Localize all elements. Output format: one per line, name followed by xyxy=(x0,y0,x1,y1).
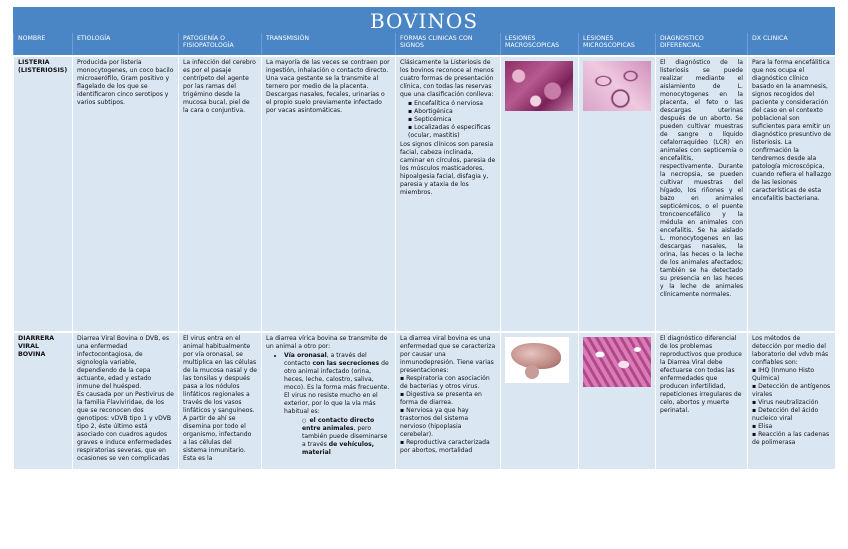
histology-image xyxy=(583,337,651,387)
table-row-diarrea xyxy=(14,332,836,469)
list-item: ▪ Virus neutralización xyxy=(752,399,832,407)
header-transmision: TRANSMISIÓN xyxy=(262,33,396,56)
list-item xyxy=(302,417,391,457)
sheet xyxy=(13,7,835,469)
cell-lesiones-micro xyxy=(579,332,656,469)
bold-text: con las secreciones xyxy=(312,360,380,367)
bold-text: el contacto directo entre animales xyxy=(302,417,375,432)
tissue-section-image xyxy=(505,61,573,111)
cell-formas-clinicas xyxy=(396,56,501,332)
cell-patogenia: La infección del cerebro es por el pasaje centrípeto del agente por las ramas del trigémino desde la mucosa bucal, piel de la cara o conjuntiva. xyxy=(179,56,262,332)
list-item: ▪ Detección del ácido nucleico viral xyxy=(752,407,832,423)
cell-formas-clinicas xyxy=(396,332,501,469)
formas-intro: Clásicamente la Listeriosis de los bovinos reconoce al menos cuatro formas de presentación clínica, con todas las reservas que una clasificación conlleva: xyxy=(400,59,494,98)
header-etiologia: ETIOLOGÍA xyxy=(73,33,179,56)
list-item: ▪ Nerviosa ya que hay trastornos del sistema nervioso (hipoplasia cerebelar). xyxy=(400,407,496,439)
cell-diagnostico: El diagnóstico diferencial de los problemas reproductivos que produce la Diarrea Viral debe efectuarse con todas las enfermedades que producen infertilidad, repeticiones irregulares de celo, abortos y muerte perinatal. xyxy=(656,332,748,469)
list-item: ▪ Abortigénica xyxy=(408,108,496,116)
list-item: ▪ Encefalítica ó nerviosa xyxy=(408,100,496,108)
list-item: ▪ Detección de antígenos virales xyxy=(752,383,832,399)
table-row-listeria xyxy=(14,56,836,332)
transmision-intro: La diarrea vírica bovina se transmite de un animal a otro por: xyxy=(266,335,388,350)
list-item: ▪ Elisa xyxy=(752,423,832,431)
cell-lesiones-macro xyxy=(501,56,579,332)
disease-table xyxy=(13,33,835,469)
cell-dx-clinica: Para la forma encefálitica que nos ocupa el diagnóstico clínico basado en la anamnesis, signos recogidos del paciente y consideración del caso en el contexto poblacional son suficientes para emitir un diagnóstico presuntivo de listeriosis. La confirmación la tendremos desde ala patología microscópica, cuando refiera el hallazgo de las lesiones características de esta encefalitis bacteriana. xyxy=(748,56,836,332)
dx-intro: Los métodos de detección por medio del laboratorio del vdvb más confiables son: xyxy=(752,335,829,366)
transmision-list xyxy=(266,352,391,457)
header-row xyxy=(14,33,836,56)
etiologia-part-1: Diarrea Viral Bovina o DVB, es una enfermedad infectocontagiosa, de signología variable, dependiendo de la cepa actuante, edad y estado inmune del huésped. xyxy=(77,335,170,390)
cell-lesiones-macro xyxy=(501,332,579,469)
formas-intro: La diarrea viral bovina es una enfermedad que se caracteriza por causar una inmunodepresión. Tiene varias presentaciones: xyxy=(400,335,496,374)
header-dx-clinica: DX CLINICA xyxy=(748,33,836,56)
transmision-sublist xyxy=(284,417,391,457)
cell-name: DIARRERA VIRAL BOVINA xyxy=(14,332,73,469)
header-diagnostico: DIAGNOSTICO DIFERENCIAL xyxy=(656,33,748,56)
header-formas-clinicas: FORMAS CLINICAS CON SIGNOS xyxy=(396,33,501,56)
list-item: ▪ Reacción a las cadenas de polimerasa xyxy=(752,431,832,447)
formas-outro: Los signos clínicos son paresia facial, cabeza inclinada, caminar en círculos, paresia de los músculos masticadores, hipoalgesia facial, disfagia y, paresia y ataxia de los miembros. xyxy=(400,141,496,196)
fetus-image xyxy=(505,337,569,383)
cell-etiologia: Producida por listeria monocytogenes, un coco bacilo microaerófilo, Gram positivo y flagelado de los que se identificaron cinco serotipos y varios subtipos. xyxy=(73,56,179,332)
list-item xyxy=(284,352,391,457)
bold-text: de vehículos, material xyxy=(302,441,375,456)
cell-name: LISTERIA (LISTERIOSIS) xyxy=(14,56,73,332)
text: de otro animal infectado (orina, heces, leche, calostro, saliva, moco). Es la forma más frecuente. El virus no resiste mucho en el exterior, por lo que la vía más habitual es: xyxy=(284,360,390,415)
cell-diagnostico: El diagnóstico de la listeriosis se puede realizar mediante el aislamiento de L. monocytogenes en la placenta, el feto o las descargas uterinas después de un aborto. Se pueden cultivar muestras de sangre o líquido cefalorraquídeo (LCR) en animales con septicemia o encefalitis, respectivamente. Durante la necropsia, se pueden cultivar muestras del hígado, los riñones y el bazo en animales septicémicos, o el puente troncoencefálico y la médula en animales con encefalitis. Se ha aislado L. monocytogenes en las descargas nasales, la orina, las heces o la leche de los animales afectados; también se ha detectado su presencia en las heces y la leche de animales clínicamente normales. xyxy=(656,56,748,332)
bold-text: Vía oronasal xyxy=(284,352,327,359)
list-item: ▪ IHQ (Inmuno Histo Química) xyxy=(752,367,832,383)
list-item: ▪ Respiratoria con asociación de bacterias y otros virus. xyxy=(400,375,496,391)
cell-transmision xyxy=(262,332,396,469)
formas-list xyxy=(400,100,496,140)
header-lesiones-macro: LESIONES MACROSCOPICAS xyxy=(501,33,579,56)
list-item: ▪ Septicémica xyxy=(408,116,496,124)
list-item: ▪ Reproductiva caracterizada por abortos, mortalidad xyxy=(400,439,496,455)
header-nombre: NOMBRE xyxy=(14,33,73,56)
cell-etiologia xyxy=(73,332,179,469)
text: , a través del contacto xyxy=(284,352,367,367)
header-lesiones-micro: LESIONES MICROSCOPICAS xyxy=(579,33,656,56)
cell-lesiones-micro xyxy=(579,56,656,332)
histology-image xyxy=(583,61,651,111)
page-title: BOVINOS xyxy=(13,7,835,33)
cell-patogenia: El virus entra en el animal habitualmente por vía oronasal, se multiplica en las células de la mucosa nasal y de las tonsilas y después pasa a los nódulos linfáticos regionales a través de los vasos linfáticos y sanguíneos. A partir de ahí se disemina por todo el organismo, infectando a las células del sistema inmunitario. Esta es la xyxy=(179,332,262,469)
list-item: ▪ Digestiva se presenta en forma de diarrea. xyxy=(400,391,496,407)
cell-dx-clinica xyxy=(748,332,836,469)
text: , pero también puede diseminarse a través xyxy=(302,425,388,448)
etiologia-part-2: Es causada por un Pestivirus de la familia Flaviviridae, de los que se reconocen dos genotipos: vDVB tipo 1 y vDVB tipo 2, éste último está asociado con cuadros agudos graves e induce enfermedades respiratorias severas, que en ocasiones se ven complicadas xyxy=(77,391,174,462)
cell-transmision: La mayoría de las veces se contraen por ingestión, inhalación o contacto directo. Una vaca gestante se la transmite al ternero por medio de la placenta. Descargas nasales, fecales, urinarias o el propio suelo previamente infectado por vacas asintomáticas. xyxy=(262,56,396,332)
header-patogenia: PATOGENÍA O FISIOPATOLOGÍA xyxy=(179,33,262,56)
list-item: ▪ Localizadas ó especificas (ocular, mastitis) xyxy=(408,124,496,140)
